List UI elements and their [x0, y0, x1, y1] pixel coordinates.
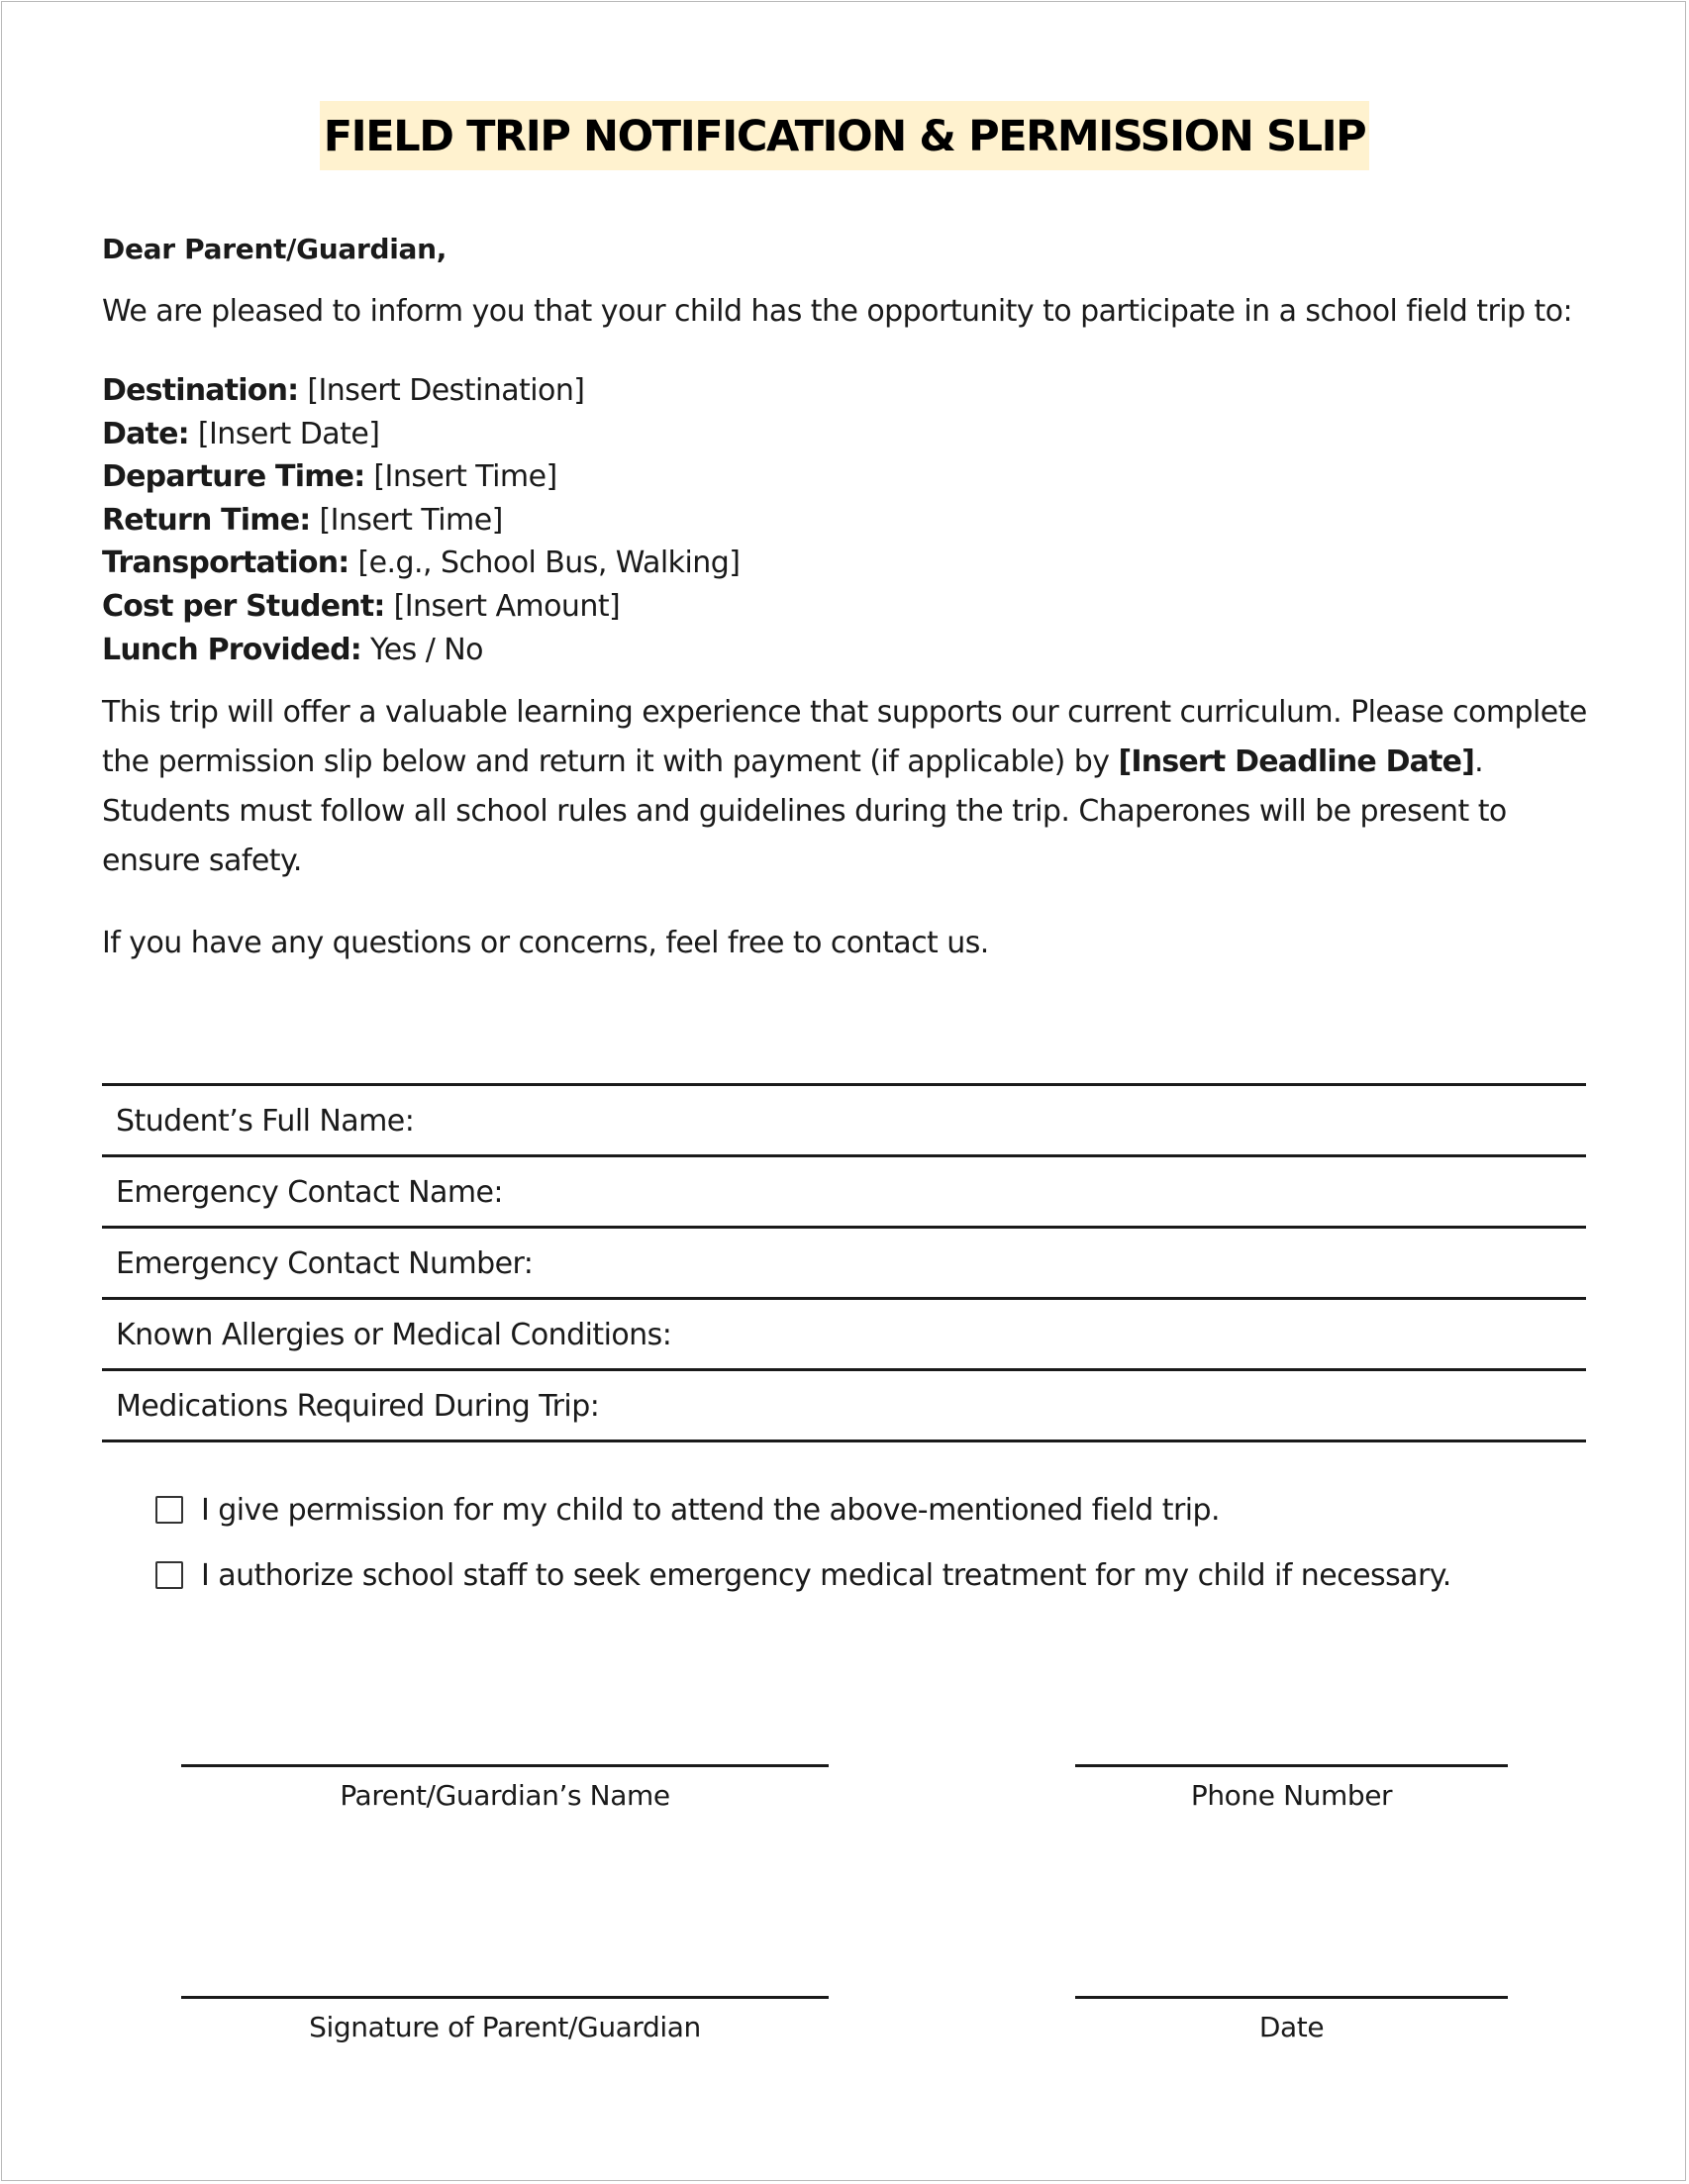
- detail-date: Date: [Insert Date]: [102, 416, 380, 451]
- student-info-form: [102, 1083, 1586, 1442]
- parent-name-caption: Parent/Guardian’s Name: [340, 1779, 670, 1812]
- parent-signature-line: [181, 1996, 829, 1999]
- page-title: FIELD TRIP NOTIFICATION & PERMISSION SLIP: [320, 101, 1370, 170]
- body-paragraph: This trip will offer a valuable learning experience that supports our current curriculum. Please complete the permission slip below and return it with payment (if applicable) by [Insert Deadline Date]. Students must follow all school rules and guidelines during the trip. Chaperones will be present to ensure safety.: [102, 695, 1587, 879]
- medications-field[interactable]: Medications Required During Trip:: [102, 1368, 1586, 1442]
- date-caption: Date: [1258, 2011, 1325, 2043]
- parent-signature-block[interactable]: [181, 1996, 829, 2043]
- phone-caption: Phone Number: [1190, 1779, 1393, 1812]
- parent-name-line: [181, 1764, 829, 1767]
- parent-signature-caption: Signature of Parent/Guardian: [309, 2011, 701, 2043]
- detail-lunch: Lunch Provided: Yes / No: [102, 632, 483, 667]
- deadline-date: [Insert Deadline Date]: [1118, 745, 1475, 780]
- detail-transportation: Transportation: [e.g., School Bus, Walking]: [102, 546, 741, 581]
- letter-body: [102, 224, 1587, 968]
- trip-details: [102, 369, 1587, 671]
- medical-checkbox-label: I authorize school staff to seek emergency medical treatment for my child if necessary.: [201, 1557, 1451, 1593]
- greeting: Dear Parent/Guardian,: [102, 233, 447, 265]
- phone-signature-block[interactable]: [1075, 1764, 1508, 1812]
- detail-departure-time: Departure Time: [Insert Time]: [102, 459, 557, 495]
- student-name-field[interactable]: Student’s Full Name:: [102, 1083, 1586, 1154]
- detail-destination: Destination: [Insert Destination]: [102, 373, 585, 408]
- detail-cost: Cost per Student: [Insert Amount]: [102, 588, 621, 624]
- emergency-contact-name-field[interactable]: Emergency Contact Name:: [102, 1154, 1586, 1226]
- permission-checkbox-row[interactable]: [155, 1477, 1451, 1542]
- parent-name-signature-block[interactable]: [181, 1764, 829, 1812]
- allergies-field[interactable]: Known Allergies or Medical Conditions:: [102, 1297, 1586, 1368]
- consent-checkboxes: [155, 1477, 1451, 1608]
- contact-paragraph: If you have any questions or concerns, feel free to contact us.: [102, 926, 989, 961]
- phone-line: [1075, 1764, 1508, 1767]
- permission-checkbox[interactable]: [155, 1496, 183, 1524]
- emergency-contact-number-field[interactable]: Emergency Contact Number:: [102, 1226, 1586, 1297]
- date-line: [1075, 1996, 1508, 1999]
- medical-checkbox-row[interactable]: [155, 1542, 1451, 1608]
- intro-paragraph: We are pleased to inform you that your child has the opportunity to participate in a school field trip to:: [102, 294, 1573, 329]
- title-container: [0, 101, 1689, 170]
- medical-checkbox[interactable]: [155, 1561, 183, 1589]
- date-signature-block[interactable]: [1075, 1996, 1508, 2043]
- permission-checkbox-label: I give permission for my child to attend the above-mentioned field trip.: [201, 1492, 1221, 1528]
- detail-return-time: Return Time: [Insert Time]: [102, 502, 503, 538]
